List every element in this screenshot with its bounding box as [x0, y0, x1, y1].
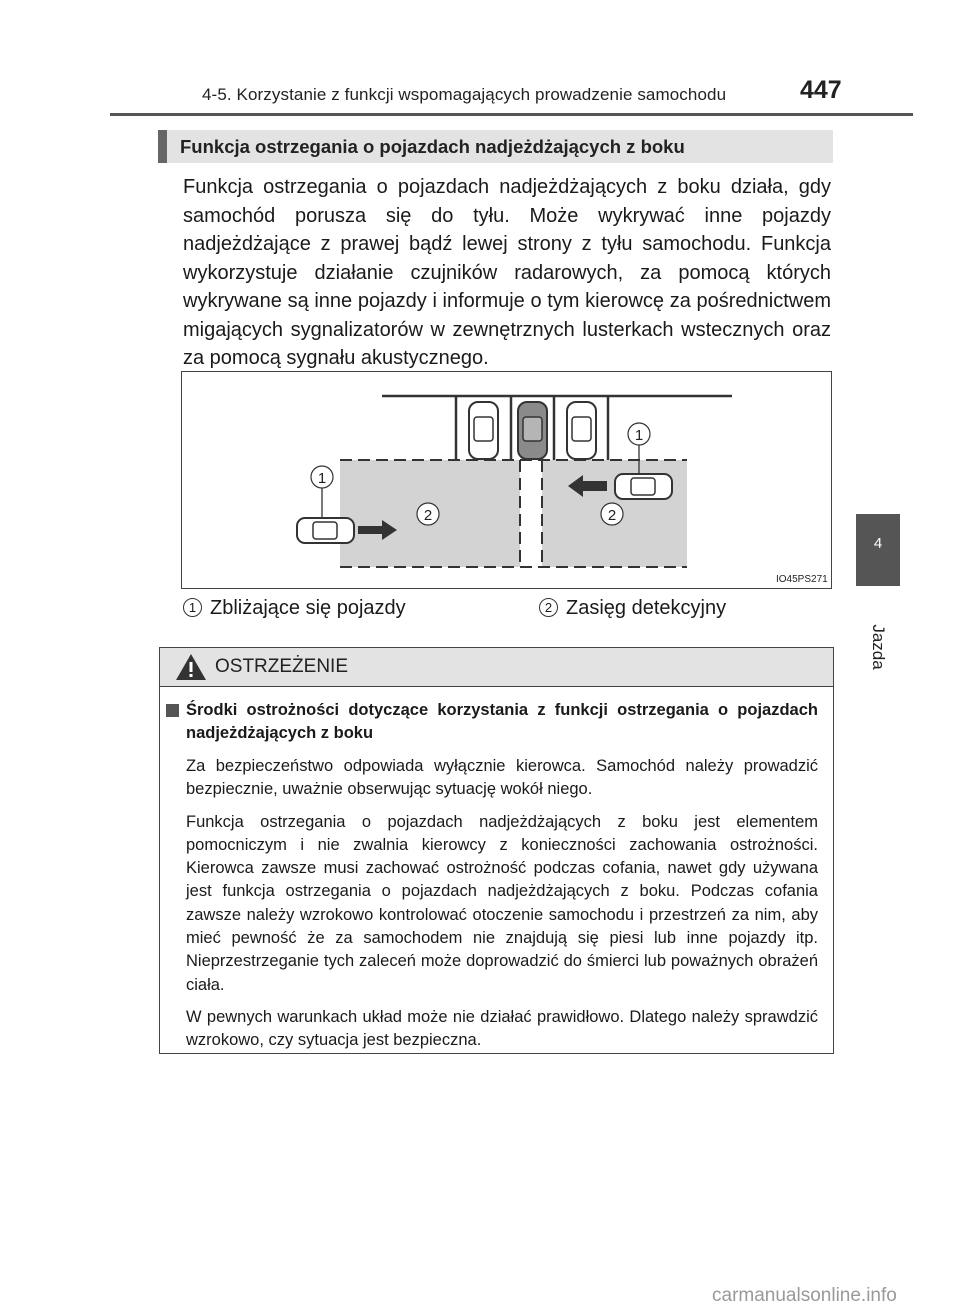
watermark: carmanualsonline.info	[712, 1285, 897, 1306]
legend-label-1: Zbliżające się pojazdy	[210, 597, 406, 619]
legend-item-1	[183, 597, 406, 620]
warning-header	[160, 648, 833, 687]
callout-2-right	[601, 503, 623, 525]
warning-subheading	[186, 699, 818, 745]
warning-title: OSTRZEŻENIE	[215, 656, 349, 677]
chapter-label	[854, 612, 902, 682]
callout-2-left-text: 2	[423, 507, 433, 524]
warning-subheading-text: Środki ostrożności dotyczące korzystania z funkcji ostrzegania o pojazdach nadjeżdżających z boku	[186, 701, 818, 742]
callout-2-right-text: 2	[607, 507, 617, 524]
warning-paragraph-1: Za bezpieczeństwo odpowiada wyłącznie kierowca. Samochód należy prowadzić bezpiecznie, uważnie obserwując sytuację wokół niego.	[186, 757, 818, 799]
warning-box	[159, 647, 834, 1054]
intro-paragraph: Funkcja ostrzegania o pojazdach nadjeżdżających z boku działa, gdy samochód porusza się do tyłu. Może wykrywać inne pojazdy nadjeżdżające z prawej bądź lewej strony z tyłu samochodu. Funkcja wykorzystuje działanie czujników radarowych, za pomocą których wykrywane są inne pojazdy i informuje o tym kierowcę za pośrednictwem migających sygnalizatorów w zewnętrznych lusterkach wstecznych oraz za pomocą sygnału akustycznego.	[183, 176, 831, 369]
warning-paragraph-2: Funkcja ostrzegania o pojazdach nadjeżdżających z boku jest elementem pomocniczym i nie zwalnia kierowcy z konieczności zachowania ostrożności. Kierowca zawsze musi zachować ostrożność podczas cofania, nawet gdy używana jest funkcja ostrzegania o pojazdach nadjeżdżających z boku. Podczas cofania zawsze należy wzrokowo kontrolować otoczenie samochodu i przestrzeń za nim, aby mieć pewność że za samochodem nie znajdują się piesi lub inne pojazdy itp. Nieprzestrzeganie tych zaleceń może doprowadzić do śmierci lub poważnych obrażeń ciała.	[186, 812, 818, 994]
callout-1-left-text: 1	[317, 470, 327, 487]
chapter-label-text: Jazda	[869, 624, 888, 670]
callout-2-left	[417, 503, 439, 525]
callout-1-left	[311, 466, 333, 488]
chapter-tab: 4	[856, 514, 900, 586]
diagram-figure	[181, 371, 832, 589]
legend-label-2: Zasięg detekcyjny	[566, 597, 727, 619]
callout-1-right-text: 1	[634, 427, 644, 444]
legend-item-2	[539, 597, 726, 620]
warning-paragraph-3: W pewnych warunkach układ może nie działać prawidłowo. Dlatego należy sprawdzić wzrokowo, czy sytuacja jest bezpieczna.	[186, 1007, 818, 1050]
approaching-car-right	[615, 474, 672, 499]
reversing-car	[518, 402, 547, 459]
page-number: 447	[800, 76, 842, 104]
parked-car-right	[567, 402, 596, 459]
parked-car-left	[469, 402, 498, 459]
header-rule	[110, 113, 913, 116]
warning-triangle-icon	[175, 653, 207, 681]
approaching-car-left	[297, 518, 354, 543]
callout-1-right	[628, 423, 650, 445]
section-heading: Funkcja ostrzegania o pojazdach nadjeżdżających z boku	[158, 130, 833, 163]
bullet-square-icon	[166, 704, 179, 717]
legend-number-2: 2	[539, 598, 558, 617]
warning-body	[160, 687, 833, 1053]
header-section-title: 4-5. Korzystanie z funkcji wspomagających prowadzenie samochodu	[202, 85, 727, 104]
legend-number-1: 1	[183, 598, 202, 617]
figure-code: IO45PS271	[776, 574, 828, 585]
